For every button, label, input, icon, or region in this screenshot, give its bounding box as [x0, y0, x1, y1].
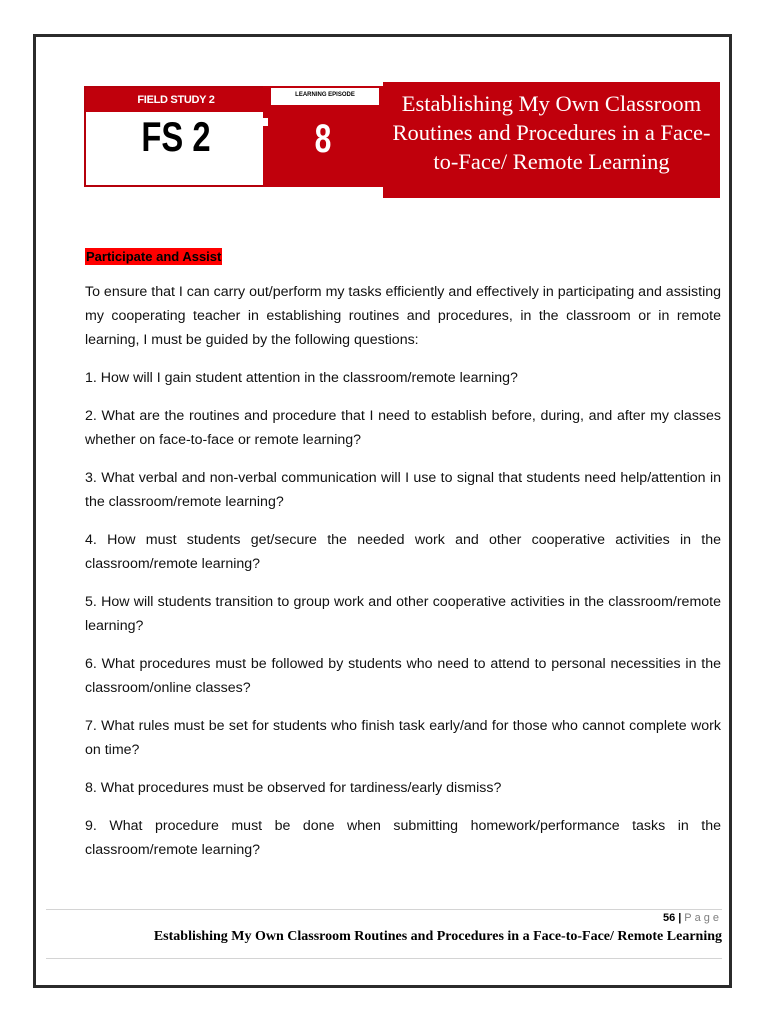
- question-4: 4. How must students get/secure the needed work and other cooperative activities in the classroom/remote learning?: [85, 532, 721, 572]
- episode-title-box: [383, 82, 720, 198]
- field-study-label: FIELD STUDY 2: [86, 88, 266, 112]
- question-1: 1. How will I gain student attention in the classroom/remote learning?: [85, 370, 518, 386]
- question-8: 8. What procedures must be observed for tardiness/early dismiss?: [85, 780, 502, 796]
- footer-divider-top: [46, 909, 722, 910]
- question-6: 6. What procedures must be followed by students who need to attend to personal necessities in the classroom/online classes?: [85, 656, 721, 696]
- section-heading: Participate and Assist: [86, 249, 222, 264]
- learning-episode-box: [263, 86, 383, 187]
- episode-notch: [263, 118, 268, 126]
- question-7: 7. What rules must be set for students who finish task early/and for those who cannot complete work on time?: [85, 718, 721, 758]
- section-content: [85, 280, 721, 876]
- page-number-block: [663, 912, 722, 924]
- question-5: 5. How will students transition to group work and other cooperative activities in the classroom/remote learning?: [85, 594, 721, 634]
- question-3: 3. What verbal and non-verbal communication will I use to signal that students need help/attention in the classroom/remote learning?: [85, 470, 721, 510]
- page-number: 56: [662, 912, 676, 924]
- footer-divider-bottom: [46, 958, 722, 959]
- field-study-box: [84, 86, 268, 187]
- footer-title: Establishing My Own Classroom Routines and Procedures in a Face-to-Face/ Remote Learning: [153, 929, 722, 944]
- question-9: 9. What procedure must be done when submitting homework/performance tasks in the classroom/remote learning?: [85, 818, 721, 858]
- episode-title: Establishing My Own Classroom Routines and Procedures in a Face-to-Face/ Remote Learning: [392, 91, 711, 174]
- question-2: 2. What are the routines and procedure that I need to establish before, during, and after my classes whether on face-to-face or remote learning?: [85, 408, 721, 448]
- episode-number: 8: [314, 117, 332, 161]
- course-code: FS 2: [141, 113, 211, 160]
- intro-paragraph: To ensure that I can carry out/perform my tasks efficiently and effectively in participating and assisting my cooperating teacher in establishing routines and procedures, in the classroom or in remote learning, I must be guided by the following questions:: [85, 284, 721, 348]
- page-separator: |: [678, 912, 682, 924]
- page-word: Page: [684, 912, 722, 924]
- learning-episode-label: LEARNING EPISODE: [271, 88, 379, 105]
